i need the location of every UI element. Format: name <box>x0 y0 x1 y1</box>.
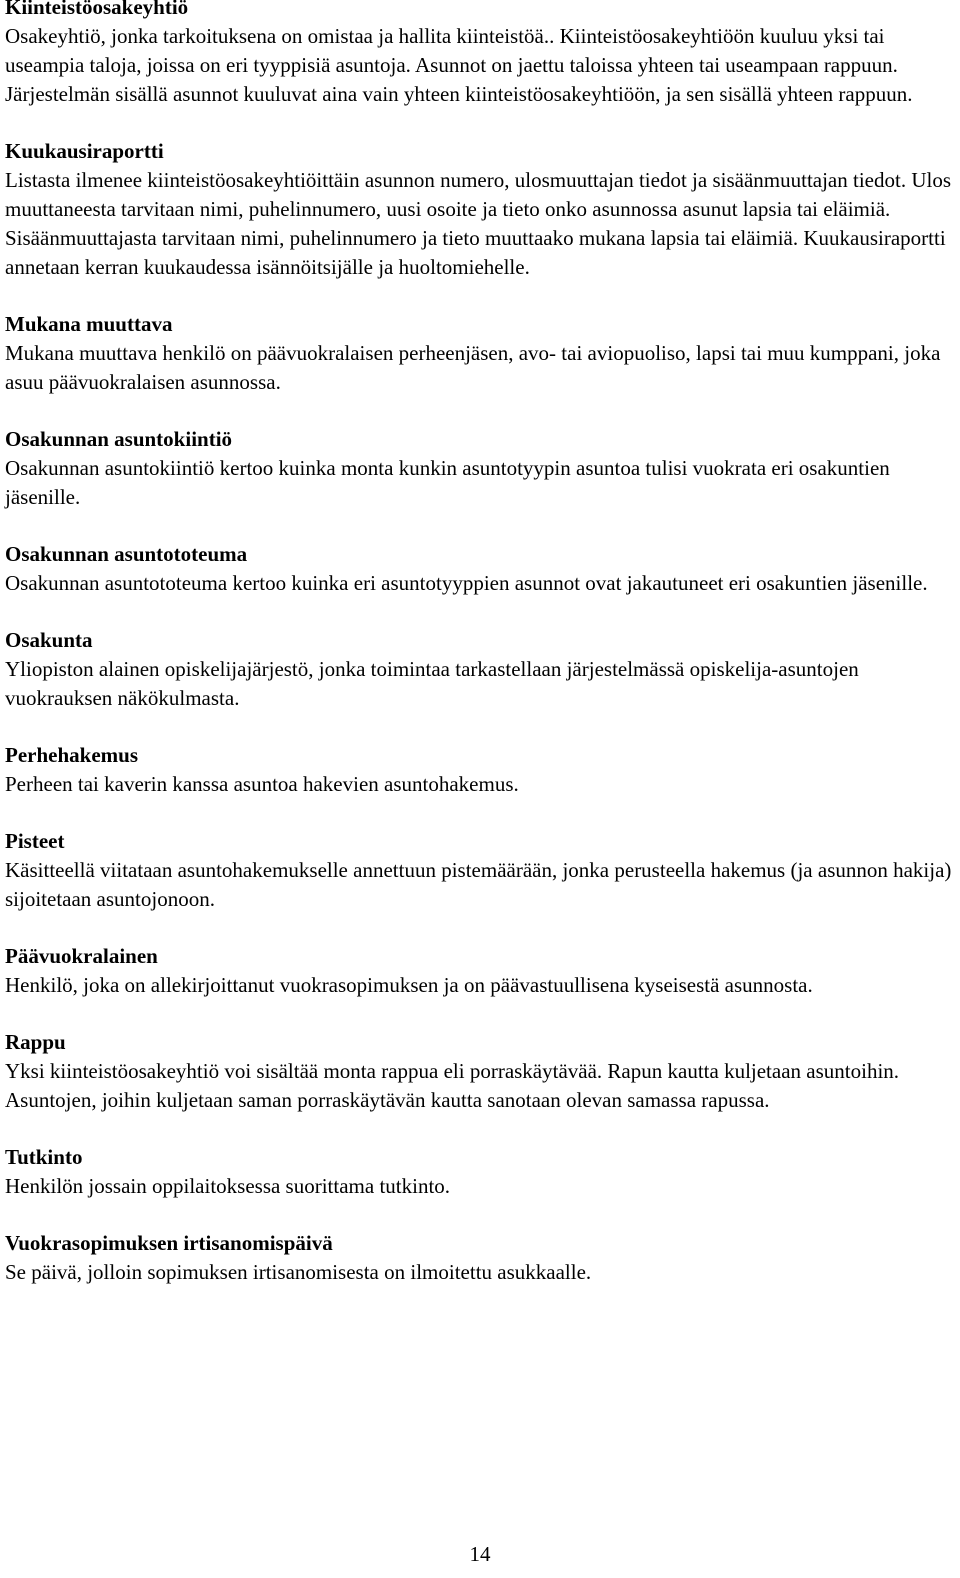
term-heading: Mukana muuttava <box>5 312 173 336</box>
term-definition: Mukana muuttava henkilö on päävuokralaisen perheenjäsen, avo- tai aviopuoliso, lapsi tai muu kumppani, joka asuu päävuokralaisen asunnossa. <box>5 341 941 394</box>
glossary-entry-osakunnan-asuntokiintio <box>5 425 957 512</box>
glossary-entry-perhehakemus <box>5 741 957 799</box>
glossary-entry-mukana-muuttava <box>5 310 957 397</box>
term-definition: Yliopiston alainen opiskelijajärjestö, jonka toimintaa tarkastellaan järjestelmässä opiskelija-asuntojen vuokrauksen näkökulmasta. <box>5 657 859 710</box>
term-definition: Yksi kiinteistöosakeyhtiö voi sisältää monta rappua eli porraskäytävää. Rapun kautta kuljetaan asuntoihin. Asuntojen, joihin kuljetaan saman porraskäytävän kautta sanotaan olevan samassa rapussa. <box>5 1059 900 1112</box>
term-definition: Listasta ilmenee kiinteistöosakeyhtiöittäin asunnon numero, ulosmuuttajan tiedot ja sisäänmuuttajan tiedot. Ulos muuttaneesta tarvitaan nimi, puhelinnumero, uusi osoite ja tieto onko asunnossa asunut lapsia tai eläimiä. Sisäänmuuttajasta tarvitaan nimi, puhelinnumero ja tieto muuttaako mukana lapsia tai eläimiä. Kuukausiraportti annetaan kerran kuukaudessa isännöitsijälle ja huoltomiehelle. <box>5 168 951 279</box>
term-heading: Osakunnan asuntokiintiö <box>5 427 233 451</box>
term-definition: Osakeyhtiö, jonka tarkoituksena on omistaa ja hallita kiinteistöä.. Kiinteistöosakeyhtiöön kuuluu yksi tai useampia taloja, joissa on eri tyyppisiä asuntoja. Asunnot on jaettu taloissa yhteen tai useampaan rappuun. Järjestelmän sisällä asunnot kuuluvat aina vain yhteen kiinteistöosakeyhtiöön, ja sen sisällä yhteen rappuun. <box>5 24 913 106</box>
glossary <box>5 0 957 1315</box>
glossary-entry-kiinteistoosakeyhtio <box>5 0 957 109</box>
glossary-entry-osakunta <box>5 626 957 713</box>
glossary-entry-paavuokralainen <box>5 942 957 1000</box>
term-definition: Se päivä, jolloin sopimuksen irtisanomisesta on ilmoitettu asukkaalle. <box>5 1260 592 1284</box>
term-heading: Osakunnan asuntototeuma <box>5 542 248 566</box>
term-definition: Henkilö, joka on allekirjoittanut vuokrasopimuksen ja on päävastuullisena kyseisestä asunnosta. <box>5 973 813 997</box>
term-definition: Osakunnan asuntokiintiö kertoo kuinka monta kunkin asuntotyypin asuntoa tulisi vuokrata eri osakuntien jäsenille. <box>5 456 890 509</box>
term-heading: Rappu <box>5 1030 66 1054</box>
term-heading: Kuukausiraportti <box>5 139 164 163</box>
term-definition: Perheen tai kaverin kanssa asuntoa hakevien asuntohakemus. <box>5 772 519 796</box>
term-heading: Osakunta <box>5 628 93 652</box>
term-definition: Käsitteellä viitataan asuntohakemukselle annettuun pistemäärään, jonka perusteella hakemus (ja asunnon hakija) sijoitetaan asuntojonoon. <box>5 858 952 911</box>
glossary-entry-rappu <box>5 1028 957 1115</box>
glossary-entry-osakunnan-asuntototeuma <box>5 540 957 598</box>
term-heading: Tutkinto <box>5 1145 83 1169</box>
term-heading: Päävuokralainen <box>5 944 158 968</box>
term-definition: Osakunnan asuntototeuma kertoo kuinka eri asuntotyyppien asunnot ovat jakautuneet eri osakuntien jäsenille. <box>5 571 928 595</box>
term-heading: Kiinteistöosakeyhtiö <box>5 0 189 19</box>
term-heading: Vuokrasopimuksen irtisanomispäivä <box>5 1231 333 1255</box>
page-number: 14 <box>469 1542 491 1566</box>
glossary-entry-pisteet <box>5 827 957 914</box>
glossary-entry-kuukausiraportti <box>5 137 957 282</box>
term-heading: Pisteet <box>5 829 65 853</box>
term-heading: Perhehakemus <box>5 743 138 767</box>
term-definition: Henkilön jossain oppilaitoksessa suorittama tutkinto. <box>5 1174 451 1198</box>
glossary-entry-vuokrasopimuksen-irtisanomispaiva <box>5 1229 957 1287</box>
glossary-entry-tutkinto <box>5 1143 957 1201</box>
